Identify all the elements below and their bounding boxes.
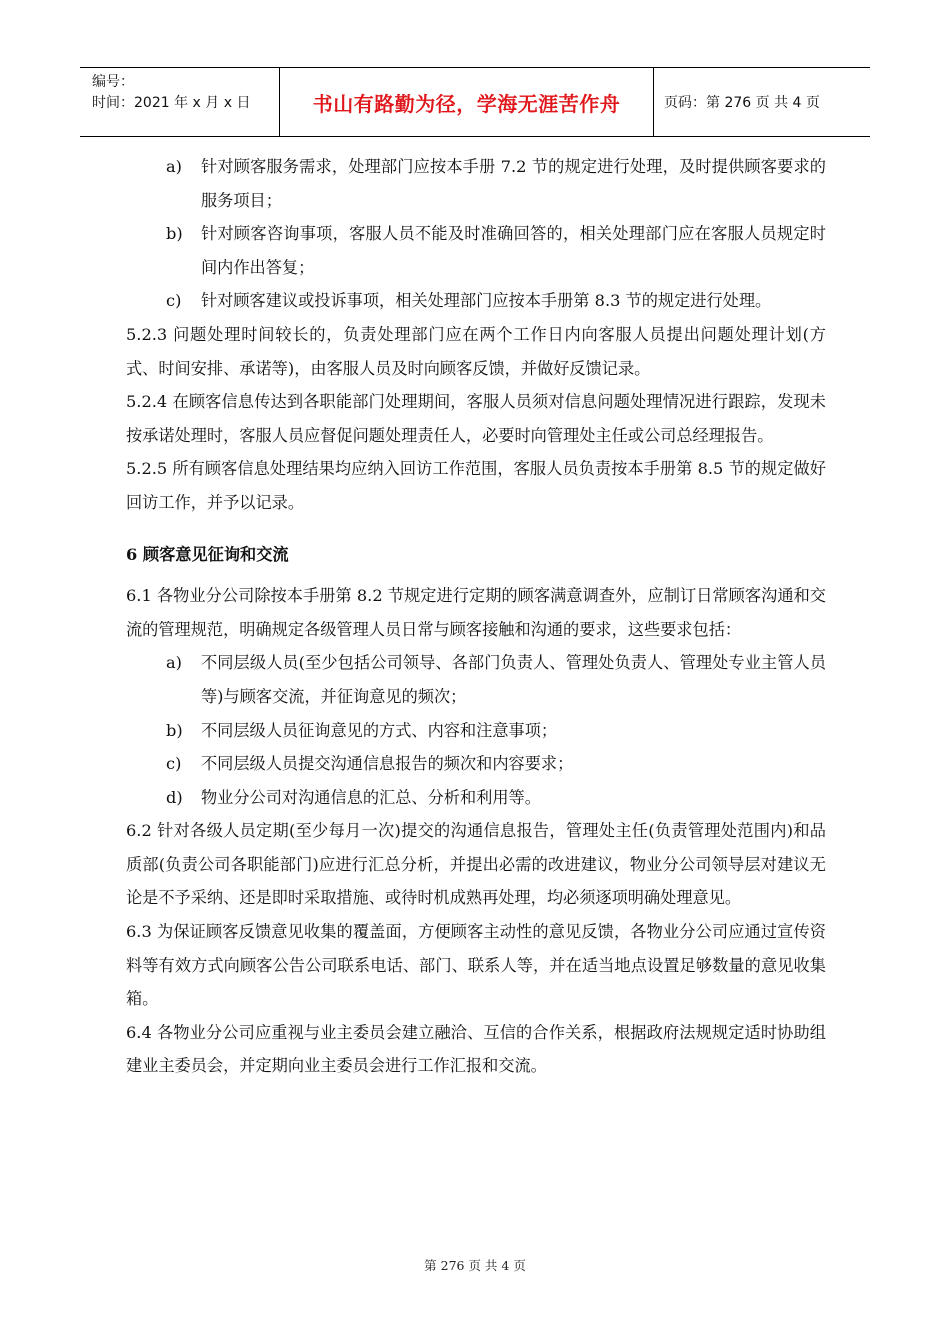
list-item (126, 781, 826, 815)
paragraph-6-3: 6.3 为保证顾客反馈意见收集的覆盖面，方便顾客主动性的意见反馈，各物业分公司应通过宣传资料等有效方式向顾客公告公司联系电话、部门、联系人等，并在适当地点设置足够数量的意见收集箱。 (126, 922, 826, 1009)
list-item-label: a) (166, 157, 182, 176)
list-item-text: 针对顾客建议或投诉事项，相关处理部门应按本手册第 8.3 节的规定进行处理。 (201, 291, 772, 311)
list-item-text: 不同层级人员(至少包括公司领导、各部门负责人、管理处负责人、管理处专业主管人员等)与顾客交流，并征询意见的频次； (201, 653, 826, 706)
document-body (126, 150, 826, 1083)
page-header (80, 67, 870, 137)
time-label: 时间：2021 年 x 月 x 日 (92, 95, 251, 111)
list-item-label: c) (166, 291, 182, 311)
list-item (126, 714, 826, 748)
header-motto: 书山有路勤为径，学海无涯苦作舟 (280, 68, 654, 136)
list-item-text: 针对顾客咨询事项，客服人员不能及时准确回答的，相关处理部门应在客服人员规定时间内作出答复； (201, 224, 826, 277)
list-item-text: 针对顾客服务需求，处理部门应按本手册 7.2 节的规定进行处理，及时提供顾客要求的服务项目； (201, 157, 826, 210)
list-item-label: c) (166, 754, 182, 774)
list-item-text: 不同层级人员征询意见的方式、内容和注意事项； (201, 720, 558, 740)
list-item-label: b) (166, 720, 183, 740)
list-item (126, 217, 826, 284)
list-item-label: b) (166, 224, 183, 244)
section-heading: 6 顾客意见征询和交流 (126, 544, 289, 564)
list-item-label: a) (166, 653, 182, 673)
page-footer: 第 276 页 共 4 页 (424, 1258, 526, 1273)
list-item (126, 284, 826, 318)
list-item (126, 646, 826, 713)
paragraph-5-2-4: 5.2.4 在顾客信息传达到各职能部门处理期间，客服人员须对信息问题处理情况进行跟踪，发现未按承诺处理时，客服人员应督促问题处理责任人，必要时向管理处主任或公司总经理报告。 (126, 392, 826, 445)
list-item (126, 747, 826, 781)
list-item (126, 150, 826, 217)
paragraph-6-4: 6.4 各物业分公司应重视与业主委员会建立融洽、互信的合作关系，根据政府法规规定适时协助组建业主委员会，并定期向业主委员会进行工作汇报和交流。 (126, 1022, 826, 1076)
paragraph-6-2: 6.2 针对各级人员定期(至少每月一次)提交的沟通信息报告，管理处主任(负责管理处范围内)和品质部(负责公司各职能部门)应进行汇总分析，并提出必需的改进建议，物业分公司领导层对建议无论是不予采纳、还是即时采取措施、或待时机成熟再处理，均必须逐项明确处理意见。 (126, 821, 826, 908)
header-meta (80, 68, 280, 136)
number-label: 编号： (92, 74, 134, 90)
list-item-text: 不同层级人员提交沟通信息报告的频次和内容要求； (201, 754, 574, 774)
paragraph-5-2-3: 5.2.3 问题处理时间较长的，负责处理部门应在两个工作日内向客服人员提出问题处理计划(方式、时间安排、承诺等)，由客服人员及时向顾客反馈，并做好反馈记录。 (126, 324, 826, 378)
list-item-label: d) (166, 787, 183, 807)
header-page-label: 页码：第 276 页 共 4 页 (664, 95, 820, 111)
paragraph-5-2-5: 5.2.5 所有顾客信息处理结果均应纳入回访工作范围，客服人员负责按本手册第 8.5 节的规定做好回访工作，并予以记录。 (126, 459, 826, 512)
paragraph-6-1: 6.1 各物业分公司除按本手册第 8.2 节规定进行定期的顾客满意调查外，应制订日常顾客沟通和交流的管理规范，明确规定各级管理人员日常与顾客接触和沟通的要求，这些要求包括： (126, 586, 826, 639)
list-item-text: 物业分公司对沟通信息的汇总、分析和利用等。 (201, 787, 541, 807)
